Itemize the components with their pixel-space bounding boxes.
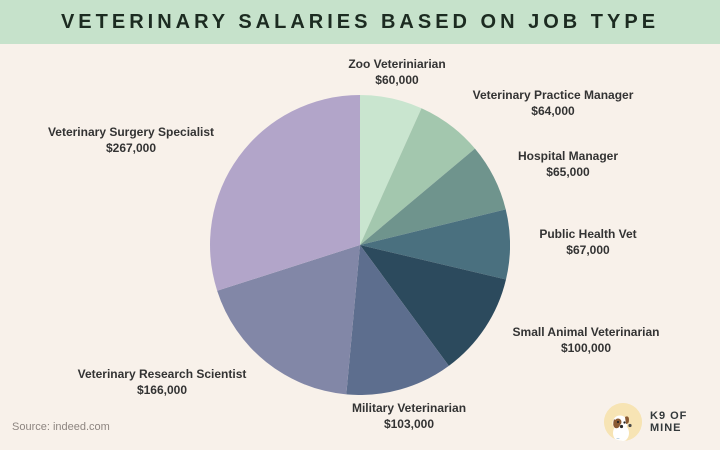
label-text: Public Health Vet — [539, 227, 637, 241]
label-value: $267,000 — [105, 140, 157, 155]
label-small-animal-vet — [513, 325, 660, 356]
label-value: $100,000 — [560, 340, 612, 355]
pie-chart — [210, 95, 510, 395]
dog-icon — [604, 403, 642, 441]
page-title: VETERINARY SALARIES BASED ON JOB TYPE — [60, 10, 660, 33]
label-zoo-veterinarian — [348, 57, 445, 88]
label-value: $64,000 — [531, 103, 575, 118]
label-text: Hospital Manager — [517, 149, 619, 163]
source-attribution: Source: indeed.com — [12, 421, 110, 433]
label-text: Veterinary Practice Manager — [472, 88, 634, 102]
pie-svg — [210, 95, 510, 395]
label-text: Zoo Veteriniarian — [348, 57, 446, 71]
label-public-health-vet — [539, 227, 636, 258]
title-banner — [0, 0, 720, 44]
logo-text: K9 OF MINE — [650, 410, 688, 434]
label-value: $166,000 — [136, 382, 188, 397]
label-value: $103,000 — [383, 416, 435, 431]
label-hospital-manager — [518, 149, 618, 180]
label-value: $65,000 — [546, 164, 590, 179]
label-practice-manager — [473, 88, 634, 119]
label-military-vet — [352, 401, 466, 432]
label-surgery-specialist — [48, 125, 214, 156]
label-text: Veterinary Research Scientist — [77, 367, 247, 381]
label-text: Veterinary Surgery Specialist — [47, 125, 215, 139]
label-text: Military Veterinarian — [351, 401, 467, 415]
k9-of-mine-logo — [604, 400, 716, 444]
label-text: Small Animal Veterinarian — [512, 325, 660, 339]
label-research-scientist — [78, 367, 247, 398]
label-value: $67,000 — [566, 242, 610, 257]
label-value: $60,000 — [375, 72, 419, 87]
